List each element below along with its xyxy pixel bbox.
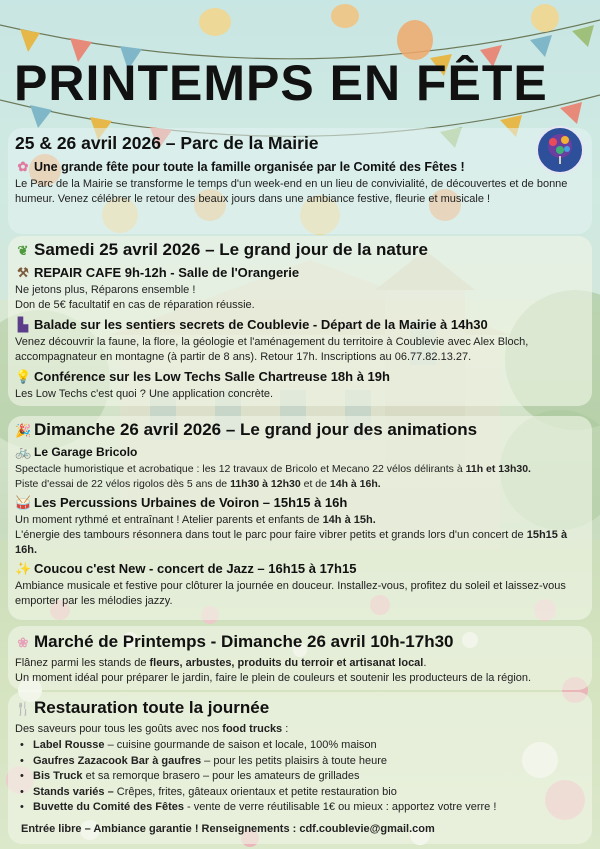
- sunday-heading: [15, 420, 590, 441]
- intro-text: Le Parc de la Mairie se transforme le temps d'un week-end en un lieu de convivialité, de découvertes et de bonne humeur. Venez célébrer le retour des beaux jours dans une ambiance festive, fleurie et musicale !: [15, 178, 568, 205]
- market-heading-text: Marché de Printemps - Dimanche 26 avril 10h-17h30: [34, 632, 454, 651]
- repair-cafe-title: [15, 265, 590, 281]
- list-item: [15, 738, 590, 754]
- repair-cafe-line-2: Don de 5€ facultatif en cas de réparation réussie.: [15, 299, 255, 311]
- conference-text: Les Low Techs c'est quoi ? Une application concrète.: [15, 388, 274, 400]
- market-products: fleurs, arbustes, produits du terroir et artisanat local: [149, 657, 424, 669]
- food-item-desc: - vente de verre réutilisable 1€ ou mieux : apportez votre verre !: [183, 801, 497, 813]
- sunday-section: [15, 420, 590, 609]
- list-item: [15, 800, 590, 816]
- food-item-desc: Crêpes, frites, gâteaux orientaux et petite restauration bio: [113, 785, 397, 798]
- jazz-text: Ambiance musicale et festive pour clôturer la journée en douceur. Installez-vous, profitez du soleil et laissez-vous emporter par les mélodies jazzy.: [15, 580, 566, 607]
- footer-info: Entrée libre – Ambiance garantie ! Renseignements : cdf.coublevie@gmail.com: [21, 822, 435, 835]
- saturday-heading: [15, 240, 590, 261]
- garage-bricolo-title-text: Le Garage Bricolo: [34, 445, 138, 459]
- saturday-heading-text: Samedi 25 avril 2026 – Le grand jour de la nature: [34, 240, 428, 259]
- tagline: [15, 159, 590, 175]
- garage-bricolo-line-1: [15, 462, 590, 477]
- percussions-title-text: Les Percussions Urbaines de Voiron – 15h15 à 16h: [34, 495, 348, 510]
- repair-cafe-line-1: Ne jetons plus, Réparons ensemble !: [15, 284, 196, 296]
- market-text-1: Flânez parmi les stands de: [15, 657, 150, 669]
- garage-bricolo-text-1: Spectacle humoristique et acrobatique : les 12 travaux de Bricolo et Mecano 22 vélos délirants à: [15, 463, 466, 475]
- jazz-title-text: Coucou c'est New - concert de Jazz – 16h15 à 17h15: [34, 561, 357, 576]
- garage-bricolo-title: [15, 444, 590, 460]
- tools-icon: ⚒: [17, 265, 29, 280]
- food-item-desc: – pour les petits plaisirs à toute heure: [201, 754, 388, 767]
- food-intro: [15, 722, 590, 737]
- conference-title: [15, 369, 590, 385]
- garage-bricolo-times-2: 11h30 à 12h30: [230, 478, 301, 490]
- page-title: PRINTEMPS EN FÊTE: [14, 55, 548, 111]
- percussions-text-1: Un moment rythmé et entraînant ! Atelier parents et enfants de: [15, 514, 323, 526]
- sparkles-icon: ✨: [15, 561, 32, 576]
- balade-title-text: Balade sur les sentiers secrets de Coublevie - Départ de la Mairie à 14h30: [34, 317, 488, 332]
- food-item-name: Label Rousse: [33, 739, 105, 751]
- conference-title-text: Conférence sur les Low Techs Salle Chartreuse 18h à 19h: [34, 369, 390, 384]
- food-item-desc: et sa remorque brasero – pour les amateurs de grillades: [82, 770, 360, 782]
- food-intro-end: :: [282, 723, 289, 735]
- percussions-text-2: L'énergie des tambours résonnera dans tout le parc pour faire vibrer petits et grands lors d'un concert de: [15, 529, 527, 541]
- food-item-name: Gaufres Zazacook Bar à gaufres: [33, 754, 202, 767]
- balade-title: [15, 317, 590, 333]
- event-dates-heading: 25 & 26 avril 2026 – Parc de la Mairie: [15, 133, 319, 153]
- list-item: [15, 769, 590, 785]
- food-list: [15, 738, 590, 816]
- saturday-section: [15, 240, 590, 402]
- food-item-name: Stands variés –: [33, 785, 114, 798]
- sunday-heading-text: Dimanche 26 avril 2026 – Le grand jour des animations: [34, 420, 478, 439]
- percussions-title: [15, 495, 590, 511]
- percussions-line-2: [15, 528, 580, 558]
- food-item-desc: – cuisine gourmande de saison et locale, 100% maison: [104, 739, 377, 751]
- market-text-2: .: [423, 657, 427, 669]
- boot-icon: ▙: [18, 317, 28, 332]
- market-heading: [15, 632, 590, 653]
- intro-section: [15, 133, 590, 207]
- bicycle-icon: 🚲: [15, 444, 32, 459]
- balade-text: Venez découvrir la faune, la flore, la géologie et l'aménagement du territoire à Coublevie avec Alex Bloch, accompagnateur en montagne (à partir de 8 ans). Retour 17h. Inscriptions au 06.77.82.13.27.: [15, 336, 529, 363]
- market-line-2: Un moment idéal pour préparer le jardin, faire le plein de couleurs et soutenir les producteurs de la région.: [15, 672, 532, 684]
- tagline-text: Une grande fête pour toute la famille organisée par le Comité des Fêtes !: [34, 160, 465, 174]
- drum-icon: 🥁: [15, 495, 32, 510]
- market-line-1: [15, 656, 590, 671]
- food-section: [15, 698, 590, 837]
- flower-icon: ✿: [17, 159, 29, 174]
- garage-bricolo-times-1: 11h et 13h30.: [465, 463, 531, 475]
- food-item-name: Bis Truck: [33, 770, 83, 782]
- percussions-line-1: [15, 513, 590, 528]
- leaf-icon: ❦: [17, 243, 29, 258]
- lightbulb-icon: 💡: [15, 369, 32, 384]
- food-heading: [15, 698, 590, 719]
- repair-cafe-title-text: REPAIR CAFE 9h-12h - Salle de l'Orangerie: [34, 265, 300, 280]
- market-section: [15, 632, 590, 686]
- party-popper-icon: 🎉: [15, 423, 32, 438]
- food-intro-text: Des saveurs pour tous les goûts avec nos: [15, 723, 223, 735]
- percussions-times-2: 15h15 à 16h.: [15, 529, 568, 556]
- garage-bricolo-text-2: Piste d'essai de 22 vélos rigolos dès 5 ans de: [15, 478, 231, 490]
- jazz-title: [15, 561, 590, 577]
- food-item-name: Buvette du Comité des Fêtes: [33, 801, 184, 813]
- list-item: [15, 785, 590, 801]
- percussions-times-1: 14h à 15h.: [322, 514, 376, 526]
- garage-bricolo-times-3: 14h à 16h.: [329, 478, 381, 490]
- blossom-icon: ❀: [17, 635, 29, 650]
- food-heading-text: Restauration toute la journée: [34, 698, 270, 717]
- garage-bricolo-text-3: et de: [300, 478, 330, 490]
- food-trucks-label: food trucks: [222, 723, 283, 735]
- cutlery-icon: 🍴: [15, 701, 32, 716]
- list-item: [15, 754, 590, 770]
- garage-bricolo-line-2: [15, 477, 590, 492]
